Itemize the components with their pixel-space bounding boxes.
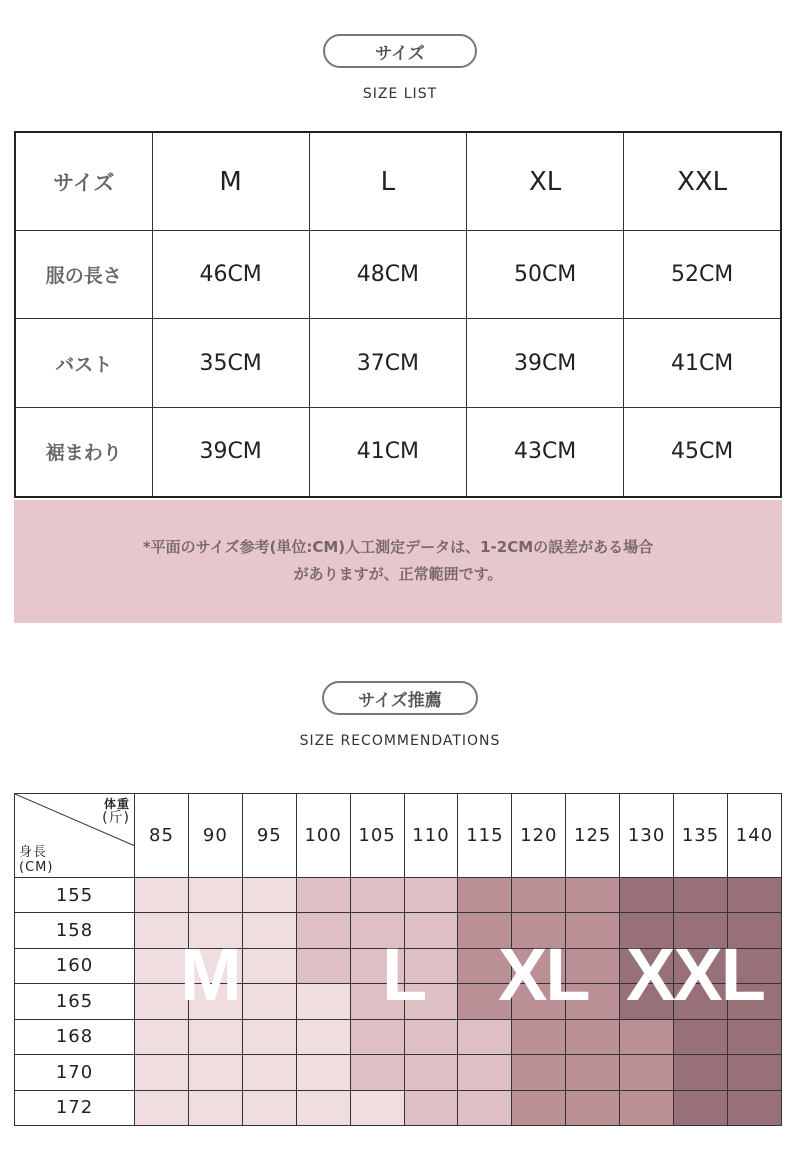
shade-cell (242, 948, 296, 983)
size-list-subtitle: SIZE LIST (362, 86, 438, 102)
weight-axis-text: 体重 (103, 797, 130, 811)
size-recommend-pill (322, 681, 478, 715)
shade-cell (350, 1019, 404, 1054)
shade-cell (188, 1019, 242, 1054)
shade-cell (674, 877, 728, 912)
height-label: 170 (15, 1055, 135, 1090)
shade-cell (296, 913, 350, 948)
weight-axis-label (102, 797, 130, 825)
shade-cell (620, 1090, 674, 1125)
table-cell: 45CM (624, 407, 781, 497)
shade-cell (135, 1090, 189, 1125)
table-cell: 50CM (467, 231, 624, 319)
size-m: M (152, 132, 309, 231)
table-cell: 37CM (309, 319, 466, 407)
weight-header: 135 (674, 794, 728, 878)
shade-cell (135, 1055, 189, 1090)
shade-cell (512, 1090, 566, 1125)
size-header-row (15, 132, 781, 231)
shade-cell (242, 877, 296, 912)
size-list-pill-label: サイズ (375, 43, 425, 64)
weight-header: 100 (296, 794, 350, 878)
height-axis-label (19, 845, 53, 875)
size-recommend-subtitle: SIZE RECOMMENDATIONS (299, 733, 501, 749)
table-row (15, 319, 781, 407)
table-row (15, 231, 781, 319)
table-cell: 39CM (152, 407, 309, 497)
shade-cell (188, 1090, 242, 1125)
corner-cell (15, 794, 135, 878)
shade-cell (674, 1019, 728, 1054)
shade-cell (242, 913, 296, 948)
note-line-1: *平面のサイズ参考(単位:CM)人工測定データは、1-2CMの誤差がある場合 (142, 538, 654, 556)
shade-cell (512, 877, 566, 912)
overlay-label-xl: XL (498, 933, 589, 1016)
note-line-2: がありますが、正常範囲です。 (293, 565, 503, 583)
shade-cell (242, 984, 296, 1019)
weight-header-row (15, 794, 782, 878)
shade-cell (350, 1055, 404, 1090)
shade-cell (296, 984, 350, 1019)
height-label: 160 (15, 948, 135, 983)
weight-header: 85 (135, 794, 189, 878)
overlay-label-l: L (382, 933, 426, 1016)
size-xxl: XXL (624, 132, 781, 231)
table-row (15, 1090, 782, 1125)
shade-cell (512, 1055, 566, 1090)
shade-cell (674, 1055, 728, 1090)
row-label-bust: バスト (15, 319, 152, 407)
shade-cell (620, 877, 674, 912)
shade-cell (620, 1019, 674, 1054)
shade-cell (458, 877, 512, 912)
shade-cell (566, 877, 620, 912)
weight-header: 120 (512, 794, 566, 878)
weight-header: 115 (458, 794, 512, 878)
shade-cell (727, 877, 781, 912)
shade-cell (620, 1055, 674, 1090)
shade-cell (674, 1090, 728, 1125)
table-cell: 52CM (624, 231, 781, 319)
row-label-hem: 裾まわり (15, 407, 152, 497)
shade-cell (350, 1090, 404, 1125)
shade-cell (135, 877, 189, 912)
shade-cell (296, 1055, 350, 1090)
table-cell: 41CM (309, 407, 466, 497)
shade-cell (296, 1019, 350, 1054)
shade-cell (296, 1090, 350, 1125)
weight-header: 130 (620, 794, 674, 878)
weight-header: 110 (404, 794, 458, 878)
table-cell: 48CM (309, 231, 466, 319)
table-row (15, 407, 781, 497)
table-cell: 41CM (624, 319, 781, 407)
weight-header: 125 (566, 794, 620, 878)
table-cell: 39CM (467, 319, 624, 407)
table-cell: 43CM (467, 407, 624, 497)
shade-cell (188, 877, 242, 912)
shade-cell (566, 1090, 620, 1125)
shade-cell (242, 1019, 296, 1054)
table-row (15, 1055, 782, 1090)
table-cell: 35CM (152, 319, 309, 407)
size-recommend-pill-label: サイズ推薦 (358, 690, 442, 711)
weight-header: 105 (350, 794, 404, 878)
shade-cell (727, 1055, 781, 1090)
table-row (15, 1019, 782, 1054)
shade-cell (727, 1019, 781, 1054)
weight-axis-unit: (斤) (102, 810, 130, 826)
size-list-pill (323, 34, 477, 68)
height-label: 172 (15, 1090, 135, 1125)
shade-cell (404, 877, 458, 912)
shade-cell (404, 1019, 458, 1054)
overlay-label-m: M (180, 933, 240, 1016)
row-label-length: 服の長さ (15, 231, 152, 319)
shade-cell (458, 1090, 512, 1125)
height-label: 165 (15, 984, 135, 1019)
shade-cell (242, 1055, 296, 1090)
shade-cell (727, 1090, 781, 1125)
shade-cell (296, 877, 350, 912)
height-axis-text: 身長 (19, 844, 48, 860)
measurement-note (14, 500, 782, 623)
shade-cell (458, 1019, 512, 1054)
shade-cell (566, 1055, 620, 1090)
shade-cell (296, 948, 350, 983)
size-l: L (309, 132, 466, 231)
height-label: 155 (15, 877, 135, 912)
weight-header: 90 (188, 794, 242, 878)
size-table (14, 131, 782, 498)
table-cell: 46CM (152, 231, 309, 319)
shade-cell (404, 1055, 458, 1090)
height-axis-unit: (CM) (19, 859, 54, 875)
shade-cell (350, 877, 404, 912)
shade-cell (135, 1019, 189, 1054)
shade-cell (188, 1055, 242, 1090)
shade-cell (404, 1090, 458, 1125)
size-header-label: サイズ (15, 132, 152, 231)
size-xl: XL (467, 132, 624, 231)
shade-cell (242, 1090, 296, 1125)
weight-header: 95 (242, 794, 296, 878)
shade-cell (566, 1019, 620, 1054)
table-row (15, 877, 782, 912)
overlay-label-xxl: XXL (626, 933, 764, 1016)
height-label: 168 (15, 1019, 135, 1054)
shade-cell (512, 1019, 566, 1054)
shade-cell (458, 1055, 512, 1090)
height-label: 158 (15, 913, 135, 948)
weight-header: 140 (727, 794, 781, 878)
